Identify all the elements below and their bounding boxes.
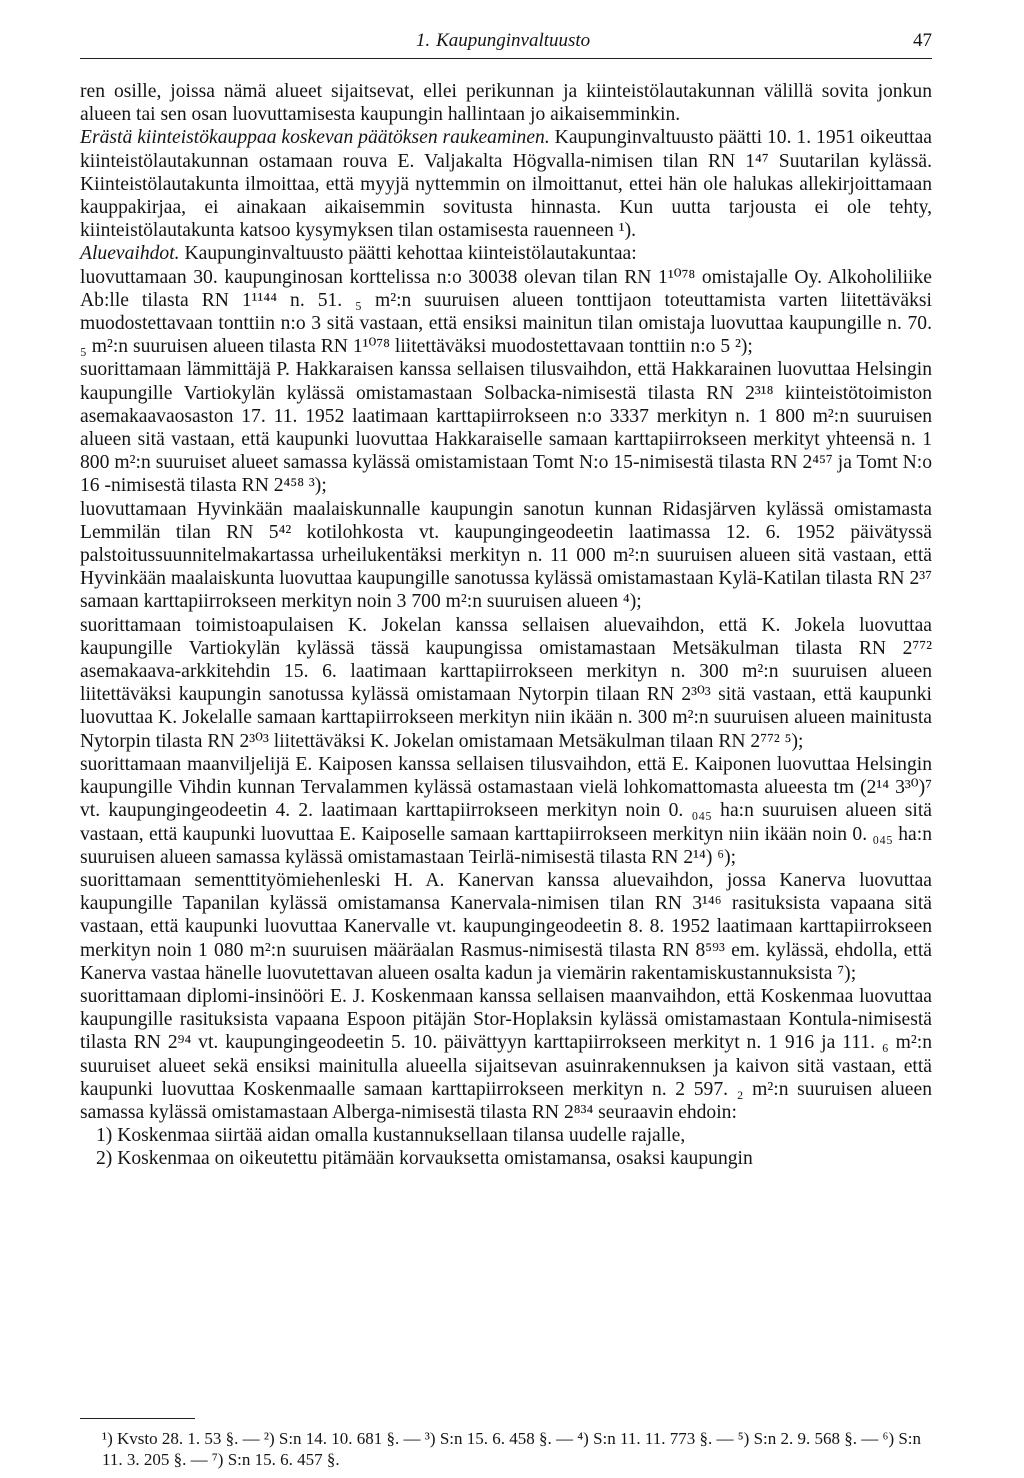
- paragraph: ren osille, joissa nämä alueet sijaitsevat, ellei perikunnan ja kiinteistölautakunnan välillä sovita jonkun alueen tai sen osan luovuttamisesta kaupungin hallintaan jo aikaisemminkin.: [80, 81, 932, 126]
- run-in-heading: Aluevaihdot.: [80, 243, 180, 265]
- list-item: 2) Koskenmaa on oikeutettu pitämään korvauksetta omistamansa, osaksi kaupungin: [96, 1148, 753, 1170]
- paragraph: suorittamaan maanviljelijä E. Kaiposen kanssa sellaisen tilusvaihdon, että E. Kaiponen luovuttaa Helsingin kaupungille Vihdin kunnan Tervalammen kylässä ostamastaan vielä lohkomattomasta alueesta tm (2¹⁴ 3³⁰)⁷ vt. kaupungingeodeetin 4. 2. laatimaan karttapiirrokseen merkityn noin 0. ₀₄₅ ha:n suuruisen alueen sitä vastaan, että kaupunki luovuttaa E. Kaiposelle samaan karttapiirrokseen merkityn niin ikään noin 0. ₀₄₅ ha:n suuruisen alueen samassa kylässä omistamastaan Teirlä-nimisestä tilasta RN 2¹⁴) ⁶);: [80, 753, 932, 868]
- section-title: Kaupunginvaltuusto: [436, 30, 591, 51]
- list-item: 1) Koskenmaa siirtää aidan omalla kustannuksellaan tilansa uudelle rajalle,: [96, 1125, 686, 1147]
- paragraph: luovuttamaan Hyvinkään maalaiskunnalle kaupungin sanotun kunnan Ridasjärven kylässä omistamasta Lemmilän tilan RN 5⁴² kotilohkosta vt. kaupungingeodeetin laatimassa 12. 6. 1952 päivätyssä palstoitussuunnitelmakartassa urheilukentäksi merkityn n. 11 000 m²:n suuruisen alueen sitä vastaan, että Hyvinkään maalaiskunta luovuttaa kaupungille sanotussa kylässä omistamastaan Kylä-Katilan tilasta RN 2³⁷ samaan karttapiirrokseen merkityn noin 3 700 m²:n suuruisen alueen ⁴);: [80, 498, 932, 613]
- run-in-heading: Erästä kiinteistökauppaa koskevan päätöksen raukeaminen.: [80, 127, 550, 149]
- section-number: 1.: [415, 30, 431, 51]
- paragraph: Erästä kiinteistökauppaa koskevan päätöksen raukeaminen. Kaupunginvaltuusto päätti 10. 1. 1951 oikeuttaa kiinteistölautakunnan ostamaan rouva E. Valjakalta Högvalla-nimisen tilan RN 1⁴⁷ Suutarilan kylässä. Kiinteistölautakunta ilmoittaa, että myyjä nyttemmin on ilmoittanut, ettei hän ole halukas allekirjoittamaan kauppakirjaa, ei ainakaan aikaisemmin sovitusta hinnasta. Kun uutta tarjousta ei ole tehty, kiinteistölautakunta katsoo kysymyksen tilan ostamisesta rauenneen ¹).: [80, 127, 932, 242]
- page-number: 47: [913, 30, 932, 51]
- paragraph: suorittamaan lämmittäjä P. Hakkaraisen kanssa sellaisen tilusvaihdon, että Hakkarainen luovuttaa Helsingin kaupungille Vartiokylän kylässä omistamastaan Solbacka-nimisestä tilasta RN 2³¹⁸ kiinteistötoimiston asemakaavaosaston 17. 11. 1952 laatimaan karttapiirrokseen n:o 3337 merkityn n. 1 800 m²:n suuruisen alueen sitä vastaan, että kaupunki luovuttaa Hakkaraiselle samaan karttapiirrokseen merkityt yhteensä n. 1 800 m²:n suuruiset alueet samassa kylässä omistamistaan Tomt N:o 15-nimisestä tilasta RN 2⁴⁵⁷ ja Tomt N:o 16 -nimisestä tilasta RN 2⁴⁵⁸ ³);: [80, 359, 932, 497]
- paragraph: suorittamaan toimistoapulaisen K. Jokelan kanssa sellaisen aluevaihdon, että K. Jokela luovuttaa kaupungille Vartiokylän kylässä tässä kaupungissa omistamastaan Metsäkulman tilasta RN 2⁷⁷² asemakaava-arkkitehdin 15. 6. laatimaan karttapiirrokseen merkityn n. 300 m²:n suuruisen alueen liitettäväksi kaupungin sanotussa kylässä omistamaan Nytorpin tilaan RN 2³⁰³ sitä vastaan, että kaupunki luovuttaa K. Jokelalle samaan karttapiirrokseen merkityn niin ikään n. 300 m²:n suuruisen alueen mainitusta Nytorpin tilasta RN 2³⁰³ liitettäväksi K. Jokelan omistamaan Metsäkulman tilaan RN 2⁷⁷² ⁵);: [80, 614, 932, 752]
- document-page: [80, 0, 932, 1478]
- footnote-rule: [80, 1418, 195, 1419]
- running-title: [80, 30, 932, 52]
- paragraph: suorittamaan sementtityömiehenleski H. A. Kanervan kanssa aluevaihdon, jossa Kanerva luovuttaa kaupungille Tapanilan kylässä omistamansa Kanervala-nimisen tilan RN 3¹⁴⁶ rasituksista vapaana sitä vastaan, että kaupunki luovuttaa Kanervalle vt. kaupungingeodeetin 8. 8. 1952 laatimaan karttapiirrokseen merkityn noin 1 080 m²:n suuruisen määräalan Rasmus-nimisestä tilasta RN 8⁵⁹³ em. kylässä, ehdolla, että Kanerva vastaa hänelle luovutettavan alueen osalta kadun ja viemärin rakentamiskustannuksista ⁷);: [80, 869, 932, 984]
- footnotes: ¹) Kvsto 28. 1. 53 §. — ²) S:n 14. 10. 681 §. — ³) S:n 15. 6. 458 §. — ⁴) S:n 11. 11. 773 §. — ⁵) S:n 2. 9. 568 §. — ⁶) S:n 11. 3. 205 §. — ⁷) S:n 15. 6. 457 §.: [102, 1429, 922, 1469]
- paragraph: Aluevaihdot. Kaupunginvaltuusto päätti kehottaa kiinteistölautakuntaa:: [80, 243, 637, 265]
- page-header: [80, 30, 932, 59]
- paragraph: suorittamaan diplomi-insinööri E. J. Koskenmaan kanssa sellaisen maanvaihdon, että Koskenmaa luovuttaa kaupungille rasituksista vapaana Espoon pitäjän Stor-Hoplaksin kylässä omistamastaan Kontula-nimisestä tilasta RN 2⁹⁴ vt. kaupungingeodeetin 5. 10. päivättyyn karttapiirrokseen merkityt n. 1 916 ja 111. ₆ m²:n suuruiset alueet sekä ensiksi mainitulla alueella sijaitsevan asuinrakennuksen ja kaivon sitä vastaan, että kaupunki luovuttaa Koskenmaalle samaan karttapiirrokseen merkityn n. 2 597. ₂ m²:n suuruisen alueen samassa kylässä omistamastaan Alberga-nimisestä tilasta RN 2⁸³⁴ seuraavin ehdoin:: [80, 985, 932, 1123]
- body-text: [80, 80, 932, 1171]
- paragraph: luovuttamaan 30. kaupunginosan korttelissa n:o 30038 olevan tilan RN 1¹⁰⁷⁸ omistajalle Oy. Alkoholiliike Ab:lle tilasta RN 1¹¹⁴⁴ n. 51. ₅ m²:n suuruisen alueen tonttijaon toteuttamista varten liitettäväksi muodostettavaan tonttiin n:o 3 sitä vastaan, että ensiksi mainitun tilan omistaja luovuttaa kaupungille n. 70. ₅ m²:n suuruisen alueen tilasta RN 1¹⁰⁷⁸ liitettäväksi muodostettavaan tonttiin n:o 5 ²);: [80, 266, 932, 358]
